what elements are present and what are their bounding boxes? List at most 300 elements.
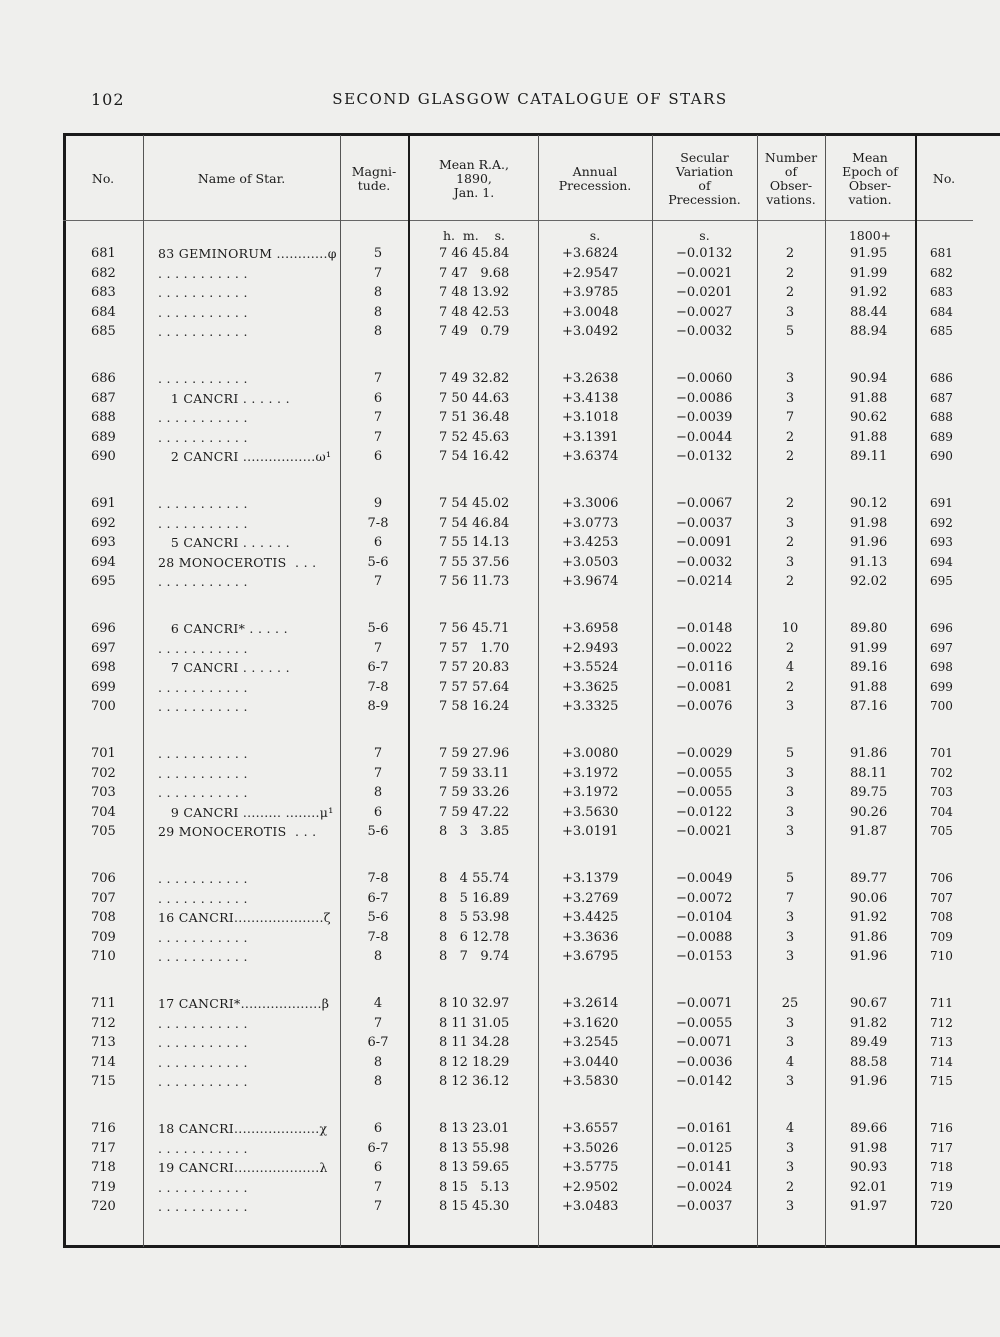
row-no-right: 682 bbox=[930, 265, 953, 280]
annual-precession: +3.1379 bbox=[562, 871, 619, 886]
annual-precession: +3.0080 bbox=[562, 746, 619, 761]
observation-count: 3 bbox=[785, 390, 795, 406]
header-mean-ra: Mean R.A., 1890, Jan. 1. bbox=[438, 157, 510, 200]
magnitude: 7-8 bbox=[367, 871, 389, 886]
observation-count: 2 bbox=[785, 640, 795, 656]
running-head: SECOND GLASGOW CATALOGUE OF STARS bbox=[332, 90, 728, 108]
row-no: 701 bbox=[91, 746, 116, 761]
magnitude: 7 bbox=[373, 371, 383, 386]
magnitude: 5-6 bbox=[367, 824, 389, 840]
header-rule bbox=[63, 220, 973, 221]
mean-epoch: 91.92 bbox=[850, 285, 888, 301]
mean-ra: 7 52 45.63 bbox=[439, 429, 510, 445]
secular-variation: −0.0076 bbox=[676, 699, 733, 715]
row-no-right: 713 bbox=[930, 1035, 953, 1050]
annual-precession: +3.5775 bbox=[562, 1160, 619, 1176]
row-no-right: 712 bbox=[930, 1015, 953, 1030]
row-no: 699 bbox=[91, 679, 116, 695]
mean-ra: 7 59 27.96 bbox=[439, 746, 510, 761]
row-no-right: 718 bbox=[930, 1160, 953, 1175]
secular-variation: −0.0022 bbox=[676, 640, 733, 656]
annual-precession: +3.0483 bbox=[562, 1199, 619, 1215]
unit-epoch: 1800+ bbox=[848, 228, 892, 243]
col-rule bbox=[825, 135, 826, 1247]
row-no-right: 693 bbox=[930, 535, 953, 550]
annual-precession: +3.4253 bbox=[562, 535, 619, 551]
secular-variation: −0.0055 bbox=[676, 765, 733, 781]
row-no: 686 bbox=[91, 371, 116, 386]
mean-ra: 7 49 0.79 bbox=[439, 324, 510, 340]
observation-count: 3 bbox=[785, 929, 795, 945]
mean-epoch: 88.44 bbox=[850, 304, 888, 320]
row-no: 684 bbox=[91, 304, 116, 320]
header-secular-variation: Secular Variation of Precession. bbox=[668, 150, 741, 207]
mean-epoch: 91.96 bbox=[850, 1074, 888, 1090]
mean-epoch: 91.86 bbox=[850, 746, 888, 761]
row-no-right: 720 bbox=[930, 1199, 953, 1214]
star-name: 29 MONOCEROTIS . . . bbox=[158, 824, 317, 840]
row-no-right: 709 bbox=[930, 929, 953, 944]
row-no: 682 bbox=[91, 265, 116, 281]
mean-ra: 7 47 9.68 bbox=[439, 265, 510, 281]
row-no: 706 bbox=[91, 871, 116, 886]
mean-epoch: 92.02 bbox=[850, 574, 888, 590]
mean-ra: 7 55 37.56 bbox=[439, 554, 510, 570]
secular-variation: −0.0132 bbox=[676, 246, 733, 261]
row-no-right: 704 bbox=[930, 804, 953, 819]
magnitude: 8 bbox=[373, 304, 383, 320]
mean-epoch: 91.99 bbox=[850, 640, 888, 656]
star-name: . . . . . . . . . . . bbox=[158, 765, 248, 781]
row-no-right: 702 bbox=[930, 765, 953, 780]
annual-precession: +3.4138 bbox=[562, 390, 619, 406]
secular-variation: −0.0032 bbox=[676, 554, 733, 570]
observation-count: 3 bbox=[785, 515, 795, 531]
mean-epoch: 91.99 bbox=[850, 265, 888, 281]
row-no-right: 695 bbox=[930, 574, 953, 589]
observation-count: 2 bbox=[785, 246, 795, 261]
page-number: 102 bbox=[91, 90, 125, 109]
annual-precession: +3.5830 bbox=[562, 1074, 619, 1090]
mean-ra: 7 59 33.11 bbox=[439, 765, 510, 781]
star-name: 5 CANCRI . . . . . . bbox=[158, 535, 290, 551]
mean-epoch: 90.62 bbox=[850, 410, 888, 426]
mean-epoch: 87.16 bbox=[850, 699, 888, 715]
secular-variation: −0.0071 bbox=[676, 996, 733, 1011]
row-no-right: 705 bbox=[930, 824, 953, 839]
row-no: 708 bbox=[91, 910, 116, 926]
row-no-right: 706 bbox=[930, 871, 953, 885]
mean-epoch: 90.93 bbox=[850, 1160, 888, 1176]
mean-ra: 7 57 57.64 bbox=[439, 679, 510, 695]
mean-ra: 7 58 16.24 bbox=[439, 699, 510, 715]
star-name: . . . . . . . . . . . bbox=[158, 496, 248, 511]
star-name: . . . . . . . . . . . bbox=[158, 699, 248, 715]
mean-ra: 8 12 36.12 bbox=[439, 1074, 510, 1090]
annual-precession: +3.3325 bbox=[562, 699, 619, 715]
row-no: 683 bbox=[91, 285, 116, 301]
observation-count: 3 bbox=[785, 1199, 795, 1215]
mean-epoch: 89.66 bbox=[850, 1121, 888, 1136]
mean-epoch: 91.82 bbox=[850, 1015, 888, 1031]
star-name: 18 CANCRI....................χ bbox=[158, 1121, 328, 1136]
row-no-right: 688 bbox=[930, 410, 953, 425]
star-name: . . . . . . . . . . . bbox=[158, 285, 248, 301]
header-annual-precession: Annual Precession. bbox=[558, 164, 632, 193]
mean-ra: 7 57 1.70 bbox=[439, 640, 510, 656]
star-name: . . . . . . . . . . . bbox=[158, 949, 248, 965]
magnitude: 7 bbox=[373, 1179, 383, 1195]
mean-ra: 8 4 55.74 bbox=[439, 871, 510, 886]
mean-epoch: 90.12 bbox=[850, 496, 888, 511]
mean-epoch: 88.94 bbox=[850, 324, 888, 340]
magnitude: 7 bbox=[373, 265, 383, 281]
star-name: . . . . . . . . . . . bbox=[158, 890, 248, 906]
secular-variation: −0.0039 bbox=[676, 410, 733, 426]
row-no-right: 697 bbox=[930, 640, 953, 655]
magnitude: 6 bbox=[373, 535, 383, 551]
mean-epoch: 92.01 bbox=[850, 1179, 888, 1195]
mean-ra: 7 46 45.84 bbox=[439, 246, 510, 261]
annual-precession: +3.6795 bbox=[562, 949, 619, 965]
secular-variation: −0.0055 bbox=[676, 785, 733, 801]
mean-ra: 7 56 11.73 bbox=[439, 574, 510, 590]
secular-variation: −0.0161 bbox=[676, 1121, 733, 1136]
col-rule bbox=[408, 135, 410, 1247]
star-name: . . . . . . . . . . . bbox=[158, 574, 248, 590]
row-no-right: 716 bbox=[930, 1121, 953, 1135]
row-no: 715 bbox=[91, 1074, 116, 1090]
row-no: 690 bbox=[91, 449, 116, 465]
observation-count: 3 bbox=[785, 554, 795, 570]
observation-count: 7 bbox=[785, 890, 795, 906]
row-no: 700 bbox=[91, 699, 116, 715]
secular-variation: −0.0153 bbox=[676, 949, 733, 965]
star-name: 2 CANCRI .................ω¹ bbox=[158, 449, 332, 465]
mean-epoch: 91.98 bbox=[850, 1140, 888, 1156]
secular-variation: −0.0037 bbox=[676, 1199, 733, 1215]
mean-epoch: 88.58 bbox=[850, 1054, 888, 1070]
row-no-right: 711 bbox=[930, 996, 953, 1010]
secular-variation: −0.0214 bbox=[676, 574, 733, 590]
star-name: 83 GEMINORUM ............φ bbox=[158, 246, 337, 261]
star-name: . . . . . . . . . . . bbox=[158, 871, 248, 886]
star-name: 28 MONOCEROTIS . . . bbox=[158, 554, 317, 570]
magnitude: 7 bbox=[373, 429, 383, 445]
annual-precession: +3.1391 bbox=[562, 429, 619, 445]
secular-variation: −0.0032 bbox=[676, 324, 733, 340]
col-rule bbox=[915, 135, 917, 1247]
mean-ra: 7 49 32.82 bbox=[439, 371, 510, 386]
annual-precession: +3.2545 bbox=[562, 1035, 619, 1051]
observation-count: 3 bbox=[785, 1140, 795, 1156]
observation-count: 3 bbox=[785, 785, 795, 801]
mean-epoch: 91.97 bbox=[850, 1199, 888, 1215]
star-name: 6 CANCRI* . . . . . bbox=[158, 621, 288, 636]
mean-ra: 8 3 3.85 bbox=[439, 824, 510, 840]
star-name: 1 CANCRI . . . . . . bbox=[158, 390, 290, 406]
row-no: 685 bbox=[91, 324, 116, 340]
star-name: . . . . . . . . . . . bbox=[158, 929, 248, 945]
row-no: 704 bbox=[91, 804, 116, 820]
secular-variation: −0.0044 bbox=[676, 429, 733, 445]
magnitude: 7-8 bbox=[367, 515, 389, 531]
row-no-right: 689 bbox=[930, 429, 953, 444]
secular-variation: −0.0036 bbox=[676, 1054, 733, 1070]
row-no: 705 bbox=[91, 824, 116, 840]
annual-precession: +3.4425 bbox=[562, 910, 619, 926]
star-name: . . . . . . . . . . . bbox=[158, 1199, 248, 1215]
annual-precession: +3.2769 bbox=[562, 890, 619, 906]
header-number-observations: Number of Obser- vations. bbox=[764, 150, 818, 207]
magnitude: 7 bbox=[373, 1015, 383, 1031]
mean-ra: 7 56 45.71 bbox=[439, 621, 510, 636]
star-name: . . . . . . . . . . . bbox=[158, 304, 248, 320]
magnitude: 5 bbox=[373, 246, 383, 261]
magnitude: 9 bbox=[373, 496, 383, 511]
observation-count: 5 bbox=[785, 746, 795, 761]
row-no-right: 696 bbox=[930, 621, 953, 635]
row-no-right: 684 bbox=[930, 304, 953, 319]
annual-precession: +3.9785 bbox=[562, 285, 619, 301]
secular-variation: −0.0141 bbox=[676, 1160, 733, 1176]
mean-ra: 8 15 5.13 bbox=[439, 1179, 510, 1195]
annual-precession: +3.0503 bbox=[562, 554, 619, 570]
mean-epoch: 91.88 bbox=[850, 679, 888, 695]
annual-precession: +3.0191 bbox=[562, 824, 619, 840]
secular-variation: −0.0067 bbox=[676, 496, 733, 511]
row-no-right: 686 bbox=[930, 371, 953, 385]
secular-variation: −0.0021 bbox=[676, 824, 733, 840]
star-name: . . . . . . . . . . . bbox=[158, 515, 248, 531]
row-no-right: 707 bbox=[930, 890, 953, 905]
star-name: . . . . . . . . . . . bbox=[158, 1179, 248, 1195]
star-name: . . . . . . . . . . . bbox=[158, 371, 248, 386]
star-name: 19 CANCRI....................λ bbox=[158, 1160, 328, 1176]
row-no: 694 bbox=[91, 554, 116, 570]
annual-precession: +2.9547 bbox=[562, 265, 619, 281]
magnitude: 7-8 bbox=[367, 929, 389, 945]
secular-variation: −0.0071 bbox=[676, 1035, 733, 1051]
observation-count: 2 bbox=[785, 679, 795, 695]
annual-precession: +3.3636 bbox=[562, 929, 619, 945]
star-name: . . . . . . . . . . . bbox=[158, 746, 248, 761]
annual-precession: +3.6557 bbox=[562, 1121, 619, 1136]
mean-epoch: 91.13 bbox=[850, 554, 888, 570]
annual-precession: +3.2614 bbox=[562, 996, 619, 1011]
star-name: . . . . . . . . . . . bbox=[158, 1015, 248, 1031]
mean-epoch: 91.96 bbox=[850, 535, 888, 551]
mean-epoch: 91.98 bbox=[850, 515, 888, 531]
secular-variation: −0.0055 bbox=[676, 1015, 733, 1031]
col-rule bbox=[143, 135, 144, 1247]
star-name: . . . . . . . . . . . bbox=[158, 1140, 248, 1156]
star-name: . . . . . . . . . . . bbox=[158, 1035, 248, 1051]
magnitude: 6 bbox=[373, 390, 383, 406]
observation-count: 3 bbox=[785, 1035, 795, 1051]
secular-variation: −0.0125 bbox=[676, 1140, 733, 1156]
row-no-right: 717 bbox=[930, 1140, 953, 1155]
mean-ra: 7 57 20.83 bbox=[439, 660, 510, 676]
unit-ra: h. m. s. bbox=[442, 228, 506, 243]
mean-epoch: 89.80 bbox=[850, 621, 888, 636]
annual-precession: +2.9502 bbox=[562, 1179, 619, 1195]
magnitude: 7 bbox=[373, 410, 383, 426]
row-no-right: 690 bbox=[930, 449, 953, 464]
secular-variation: −0.0142 bbox=[676, 1074, 733, 1090]
row-no: 719 bbox=[91, 1179, 116, 1195]
row-no: 697 bbox=[91, 640, 116, 656]
row-no: 714 bbox=[91, 1054, 116, 1070]
mean-epoch: 90.94 bbox=[850, 371, 888, 386]
observation-count: 7 bbox=[785, 410, 795, 426]
row-no: 698 bbox=[91, 660, 116, 676]
magnitude: 7 bbox=[373, 574, 383, 590]
mean-ra: 7 51 36.48 bbox=[439, 410, 510, 426]
observation-count: 3 bbox=[785, 765, 795, 781]
star-name: . . . . . . . . . . . bbox=[158, 410, 248, 426]
row-no-right: 714 bbox=[930, 1054, 953, 1069]
observation-count: 4 bbox=[785, 1121, 795, 1136]
mean-ra: 8 13 59.65 bbox=[439, 1160, 510, 1176]
annual-precession: +3.0773 bbox=[562, 515, 619, 531]
observation-count: 3 bbox=[785, 699, 795, 715]
star-name: . . . . . . . . . . . bbox=[158, 640, 248, 656]
row-no: 711 bbox=[91, 996, 116, 1011]
secular-variation: −0.0049 bbox=[676, 871, 733, 886]
row-no: 692 bbox=[91, 515, 116, 531]
row-no: 718 bbox=[91, 1160, 116, 1176]
observation-count: 2 bbox=[785, 574, 795, 590]
mean-ra: 7 54 16.42 bbox=[439, 449, 510, 465]
observation-count: 2 bbox=[785, 285, 795, 301]
secular-variation: −0.0086 bbox=[676, 390, 733, 406]
row-no-right: 703 bbox=[930, 785, 953, 800]
annual-precession: +3.1972 bbox=[562, 785, 619, 801]
annual-precession: +2.9493 bbox=[562, 640, 619, 656]
table-bottom-rule bbox=[63, 1245, 1000, 1248]
annual-precession: +3.6958 bbox=[562, 621, 619, 636]
row-no-right: 694 bbox=[930, 554, 953, 569]
mean-ra: 7 55 14.13 bbox=[439, 535, 510, 551]
observation-count: 3 bbox=[785, 1015, 795, 1031]
row-no: 709 bbox=[91, 929, 116, 945]
observation-count: 10 bbox=[781, 621, 799, 636]
row-no-right: 719 bbox=[930, 1179, 953, 1194]
mean-ra: 7 59 33.26 bbox=[439, 785, 510, 801]
star-name: 16 CANCRI.....................ζ bbox=[158, 910, 331, 926]
unit-annual: s. bbox=[589, 228, 601, 243]
secular-variation: −0.0201 bbox=[676, 285, 733, 301]
row-no-right: 685 bbox=[930, 324, 953, 339]
star-name: . . . . . . . . . . . bbox=[158, 265, 248, 281]
secular-variation: −0.0104 bbox=[676, 910, 733, 926]
mean-epoch: 89.75 bbox=[850, 785, 888, 801]
secular-variation: −0.0027 bbox=[676, 304, 733, 320]
secular-variation: −0.0122 bbox=[676, 804, 733, 820]
star-name: 9 CANCRI ......... ........μ¹ bbox=[158, 804, 334, 820]
secular-variation: −0.0029 bbox=[676, 746, 733, 761]
mean-ra: 8 10 32.97 bbox=[439, 996, 510, 1011]
mean-epoch: 89.77 bbox=[850, 871, 888, 886]
header-no-right: No. bbox=[932, 171, 956, 186]
row-no: 689 bbox=[91, 429, 116, 445]
star-name: . . . . . . . . . . . bbox=[158, 785, 248, 801]
row-no: 720 bbox=[91, 1199, 116, 1215]
row-no: 693 bbox=[91, 535, 116, 551]
observation-count: 2 bbox=[785, 429, 795, 445]
observation-count: 3 bbox=[785, 824, 795, 840]
mean-epoch: 91.88 bbox=[850, 390, 888, 406]
magnitude: 8-9 bbox=[367, 699, 389, 715]
row-no-right: 698 bbox=[930, 660, 953, 675]
magnitude: 8 bbox=[373, 949, 383, 965]
row-no: 703 bbox=[91, 785, 116, 801]
mean-ra: 7 48 13.92 bbox=[439, 285, 510, 301]
observation-count: 3 bbox=[785, 949, 795, 965]
mean-epoch: 90.06 bbox=[850, 890, 888, 906]
mean-ra: 7 59 47.22 bbox=[439, 804, 510, 820]
star-name: . . . . . . . . . . . bbox=[158, 1074, 248, 1090]
row-no-right: 683 bbox=[930, 285, 953, 300]
mean-epoch: 88.11 bbox=[850, 765, 888, 781]
header-no: No. bbox=[91, 171, 115, 186]
mean-epoch: 89.11 bbox=[850, 449, 888, 465]
magnitude: 8 bbox=[373, 1074, 383, 1090]
observation-count: 3 bbox=[785, 910, 795, 926]
observation-count: 2 bbox=[785, 449, 795, 465]
secular-variation: −0.0132 bbox=[676, 449, 733, 465]
observation-count: 25 bbox=[781, 996, 799, 1011]
magnitude: 6-7 bbox=[367, 1035, 389, 1051]
magnitude: 6 bbox=[373, 1160, 383, 1176]
row-no: 710 bbox=[91, 949, 116, 965]
mean-ra: 8 13 23.01 bbox=[439, 1121, 510, 1136]
row-no-right: 715 bbox=[930, 1074, 953, 1089]
secular-variation: −0.0081 bbox=[676, 679, 733, 695]
star-name: . . . . . . . . . . . bbox=[158, 324, 248, 340]
magnitude: 5-6 bbox=[367, 554, 389, 570]
mean-ra: 8 5 53.98 bbox=[439, 910, 510, 926]
observation-count: 3 bbox=[785, 371, 795, 386]
magnitude: 7-8 bbox=[367, 679, 389, 695]
secular-variation: −0.0088 bbox=[676, 929, 733, 945]
observation-count: 2 bbox=[785, 496, 795, 511]
row-no: 717 bbox=[91, 1140, 116, 1156]
annual-precession: +3.0440 bbox=[562, 1054, 619, 1070]
mean-ra: 8 11 34.28 bbox=[439, 1035, 510, 1051]
annual-precession: +3.0048 bbox=[562, 304, 619, 320]
row-no-right: 691 bbox=[930, 496, 953, 510]
magnitude: 6 bbox=[373, 449, 383, 465]
row-no: 707 bbox=[91, 890, 116, 906]
magnitude: 6-7 bbox=[367, 890, 389, 906]
observation-count: 5 bbox=[785, 871, 795, 886]
row-no-right: 701 bbox=[930, 746, 953, 760]
secular-variation: −0.0148 bbox=[676, 621, 733, 636]
star-name: 17 CANCRI*...................β bbox=[158, 996, 330, 1011]
annual-precession: +3.1620 bbox=[562, 1015, 619, 1031]
magnitude: 8 bbox=[373, 324, 383, 340]
mean-epoch: 89.49 bbox=[850, 1035, 888, 1051]
observation-count: 3 bbox=[785, 1074, 795, 1090]
row-no: 681 bbox=[91, 246, 116, 261]
row-no: 691 bbox=[91, 496, 116, 511]
mean-epoch: 91.95 bbox=[850, 246, 888, 261]
annual-precession: +3.2638 bbox=[562, 371, 619, 386]
header-magnitude: Magni- tude. bbox=[351, 164, 397, 193]
mean-ra: 8 13 55.98 bbox=[439, 1140, 510, 1156]
